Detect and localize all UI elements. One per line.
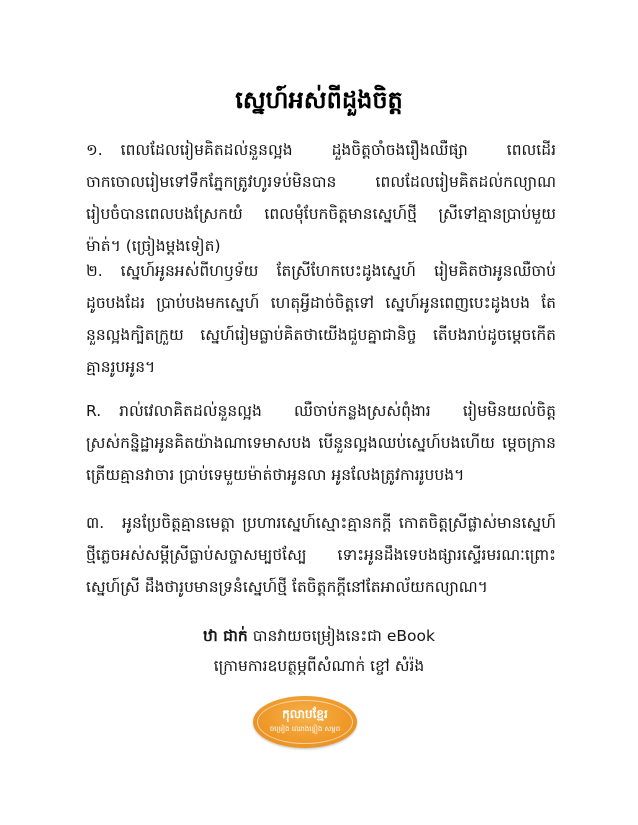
verse-text: ស្នេហ៍អូនអស់ពីហឫទ័យ តែស្រីហែកបេះដូងស្នេហ៍ រៀមគិតថាអូនឈឺចាប់ដូចបងដែរ ប្រាប់បងមកស្នេហ៍ ហេតុអ្វីដាច់ចិត្តទៅ ស្នេហ៍អូនពេញបេះដូងបង តែនួនល្អងក្បិតក្រួយ ស្នេហ៍រៀមធ្លាប់គិតថាយើងជួបគ្នាជានិច្ច តើបងរាប់ដូចម្តេចកើតគ្មានរូបអូន។	[86, 262, 556, 376]
verse-number: ១.	[86, 141, 103, 159]
verse-number: ៣.	[86, 514, 105, 532]
lyric-refrain	[86, 395, 556, 491]
verse-text: អូនប្រែចិត្តគ្មានមេត្តា ប្រហារស្នេហ៍ស្មោះគ្មានកក្តី កោតចិត្តស្រីផ្លាស់មានស្នេហ៍ថ្មីភ្លេចអស់សម្តីស្រីធ្លាប់សច្ចាសម្បថស្បែ ទោះអូនដឹងទេបងផ្សារស្ទើរមរណៈព្រោះស្នេហ៍ស្រី ដឹងថារូបមានទ្រនំស្នេហ៍ថ្មី តែចិត្តកក្តីនៅតែអាល័យកល្យាណ។	[86, 514, 556, 596]
verse-number: R.	[86, 402, 102, 420]
credit-line-2: ក្រោមការឧបត្ថម្ភពីសំណាក់ ខ្ចៅ សំរ៉ង	[213, 657, 425, 675]
credit-format: eBook	[386, 627, 435, 645]
credit-line-1	[0, 621, 638, 651]
lyric-verse-3	[86, 507, 556, 603]
logo-subtitle: ចម្រៀង ឈោងខ្ទៀង សម្ភព	[269, 725, 341, 733]
verse-text: រាល់វេលាគិតដល់នួនល្អង ឈឺចាប់កន្លងស្រស់ពុំងារ រៀមមិនយល់ចិត្តស្រស់កន្និដ្ឋាអូនគិតយ៉ាងណាទេមាសបង បើនួនល្អងឈប់ស្នេហ៍បងហើយ ម្តេចក្រានត្រើយគ្មានវាចារ ប្រាប់ទេមួយម៉ាត់ថាអូនលា អូនលែងត្រូវការរូបបង។	[86, 402, 556, 484]
credit-text: បានវាយចម្រៀងនេះជា	[252, 627, 382, 645]
page-title: ស្នេហ៍អស់ពីដួងចិត្ត	[235, 86, 403, 114]
lyric-verse-1	[86, 134, 556, 262]
publisher-logo	[253, 696, 357, 748]
verse-number: ២.	[86, 262, 103, 280]
typist-name: ឋា ជាក់	[203, 627, 248, 645]
logo-title: កុលាបខ្មែរ	[282, 707, 328, 721]
verse-text: ពេលដែលរៀមគិតដល់នួនល្អង ដួងចិត្តចាំចងរឿងឈឺផ្សា ពេលដើរចាកចោលរៀមទៅទឹកភ្នែកត្រូវហូរទប់មិនបាន ពេលដែលរៀមគិតដល់កល្យាណ រៀបចំបានពេលបងស្រែកយំ ពេលមុំបែកចិត្តមានស្នេហ៍ថ្មី ស្រីទៅគ្មានប្រាប់មួយម៉ាត់។ (ច្រៀងម្តងទៀត)	[86, 141, 556, 255]
lyric-verse-2	[86, 255, 556, 383]
